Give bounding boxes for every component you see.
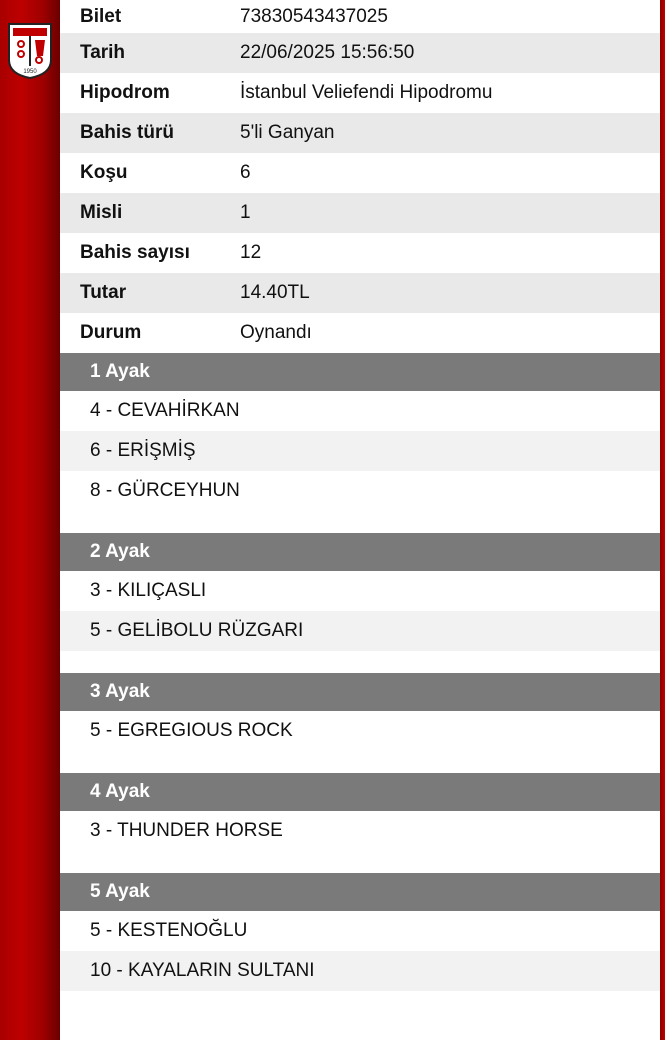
info-row (60, 73, 660, 113)
info-value: 14.40TL (240, 282, 310, 303)
ticket-info-table (60, 0, 660, 353)
left-brand-bar (0, 0, 60, 1040)
info-label: Durum (80, 322, 142, 343)
info-label: Bahis türü (80, 122, 174, 143)
info-label: Misli (80, 202, 123, 223)
info-row (60, 113, 660, 153)
horse-item: 3 - THUNDER HORSE (90, 820, 283, 841)
info-row (60, 233, 660, 273)
horse-item: 4 - CEVAHİRKAN (90, 400, 240, 421)
info-row (60, 0, 660, 33)
info-value: 73830543437025 (240, 5, 388, 27)
horse-item: 3 - KILIÇASLI (90, 580, 207, 601)
leg-header: 2 Ayak (60, 533, 660, 571)
info-row (60, 33, 660, 73)
info-row (60, 193, 660, 233)
info-value: 5'li Ganyan (240, 122, 335, 143)
info-value: 12 (240, 242, 262, 263)
info-value: 22/06/2025 15:56:50 (240, 42, 415, 63)
info-row (60, 313, 660, 353)
leg-spacer (60, 651, 660, 673)
info-row (60, 273, 660, 313)
info-value: 1 (240, 202, 251, 223)
horse-item: 6 - ERİŞMİŞ (60, 431, 660, 471)
info-value: 6 (240, 162, 251, 183)
horse-item: 5 - KESTENOĞLU (90, 920, 248, 941)
horse-item: 10 - KAYALARIN SULTANI (60, 951, 660, 991)
leg-spacer (60, 751, 660, 773)
info-label: Bahis sayısı (80, 242, 190, 263)
info-value: İstanbul Veliefendi Hipodromu (240, 82, 493, 103)
info-row (60, 153, 660, 193)
legs-list (60, 353, 660, 1013)
ticket-details (60, 0, 660, 1013)
club-crest-icon (5, 20, 55, 80)
horse-item: 5 - GELİBOLU RÜZGARI (60, 611, 660, 651)
leg-spacer (60, 991, 660, 1013)
leg-spacer (60, 851, 660, 873)
horse-item: 5 - EGREGIOUS ROCK (90, 720, 293, 741)
leg-spacer (60, 511, 660, 533)
info-value: Oynandı (240, 322, 312, 343)
leg-header: 3 Ayak (60, 673, 660, 711)
info-label: Hipodrom (80, 82, 170, 103)
leg-header: 4 Ayak (60, 773, 660, 811)
info-label: Tarih (80, 42, 126, 63)
info-label: Tutar (80, 282, 127, 303)
info-label: Koşu (80, 162, 128, 183)
info-label: Bilet (80, 5, 122, 27)
horse-item: 8 - GÜRCEYHUN (90, 480, 240, 501)
logo-year: 1950 (23, 69, 37, 75)
leg-header: 1 Ayak (60, 353, 660, 391)
right-edge-bar (660, 0, 665, 1040)
leg-header: 5 Ayak (60, 873, 660, 911)
